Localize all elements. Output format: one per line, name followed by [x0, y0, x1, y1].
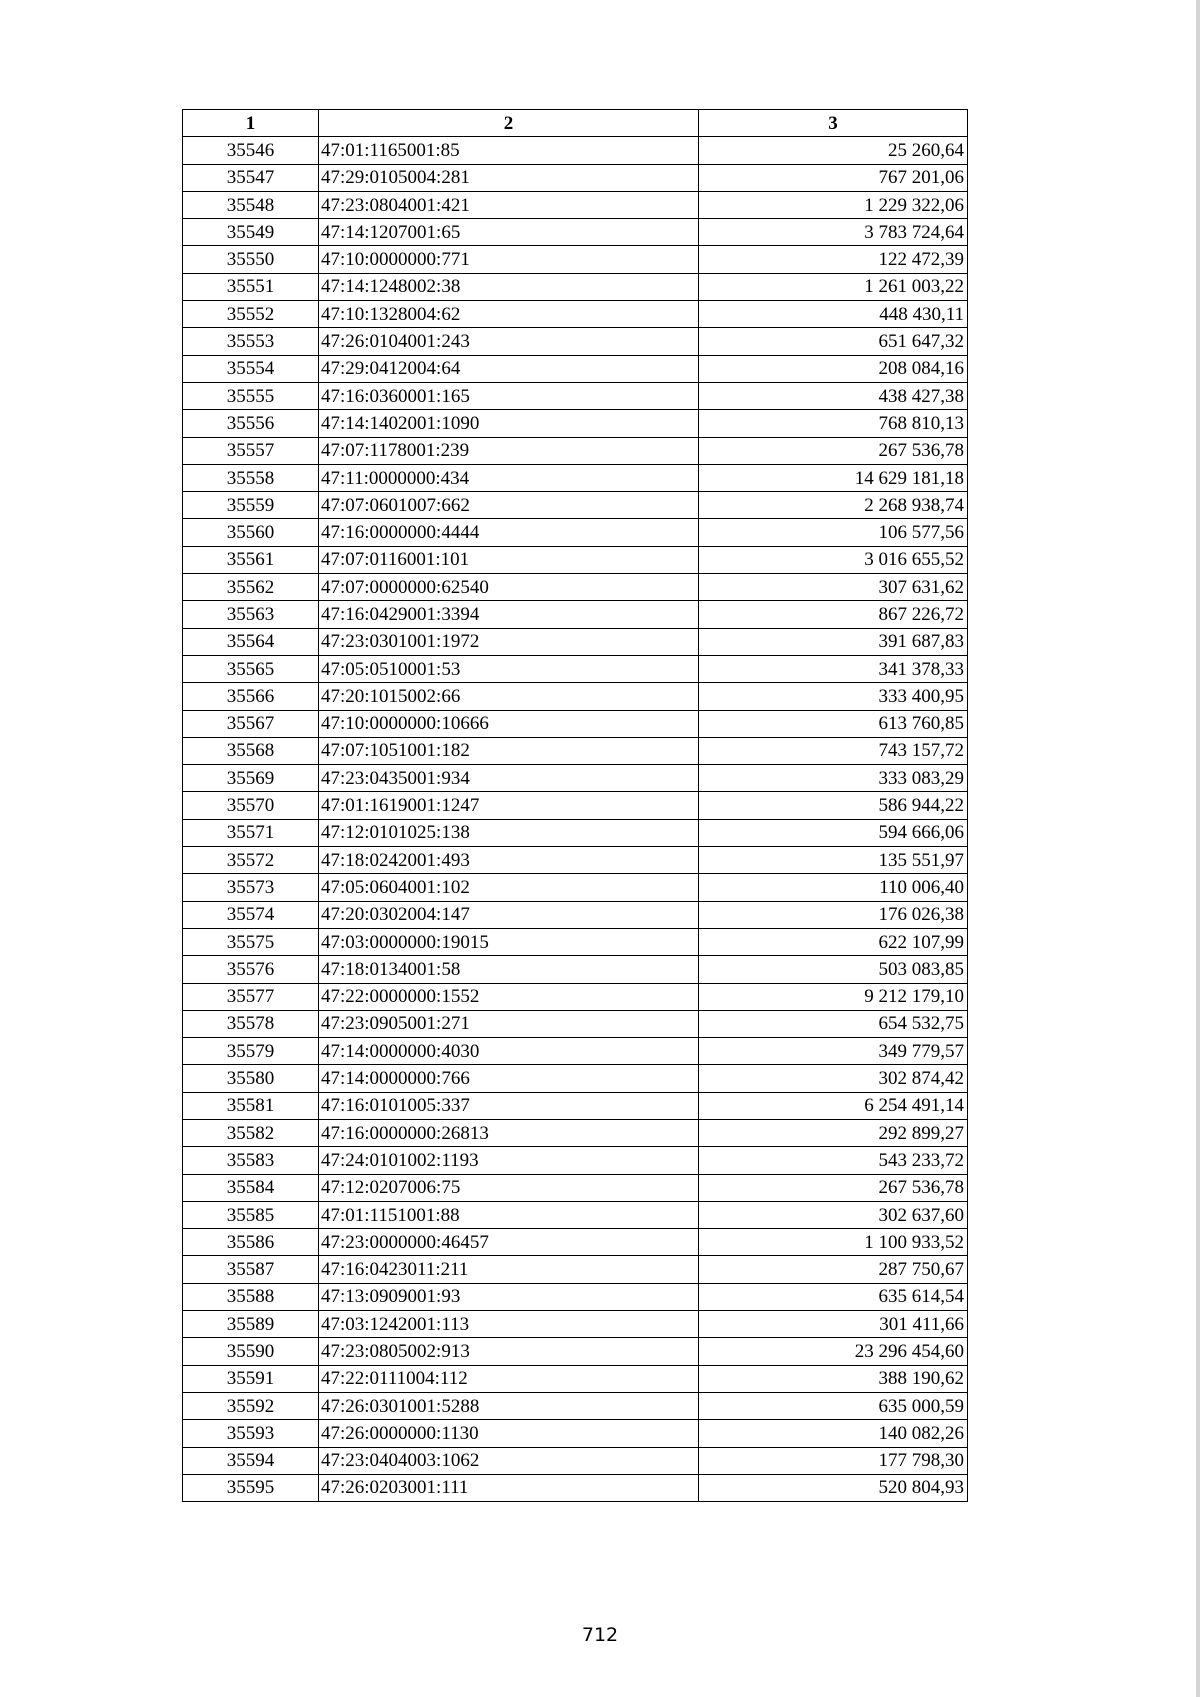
cadastral-number-cell: 47:16:0101005:337 [319, 1092, 699, 1119]
table-row [183, 410, 968, 437]
value-cell: 110 006,40 [699, 874, 968, 901]
row-number-cell: 35546 [183, 137, 319, 164]
row-number-cell: 35551 [183, 273, 319, 300]
cadastral-number-cell: 47:22:0111004:112 [319, 1365, 699, 1392]
cadastral-number-cell: 47:07:1051001:182 [319, 737, 699, 764]
table-row [183, 574, 968, 601]
cadastral-number-cell: 47:26:0104001:243 [319, 328, 699, 355]
cadastral-number-cell: 47:14:0000000:766 [319, 1065, 699, 1092]
value-cell: 333 083,29 [699, 765, 968, 792]
table-row [183, 1147, 968, 1174]
value-cell: 341 378,33 [699, 655, 968, 682]
row-number-cell: 35562 [183, 574, 319, 601]
value-cell: 140 082,26 [699, 1420, 968, 1447]
row-number-cell: 35590 [183, 1338, 319, 1365]
table-row [183, 1201, 968, 1228]
table-row [183, 1174, 968, 1201]
value-cell: 14 629 181,18 [699, 464, 968, 491]
value-cell: 448 430,11 [699, 301, 968, 328]
column-header-1: 1 [183, 110, 319, 137]
table-row [183, 1119, 968, 1146]
table-row [183, 382, 968, 409]
table-row [183, 874, 968, 901]
cadastral-number-cell: 47:03:0000000:19015 [319, 928, 699, 955]
table-row [183, 1092, 968, 1119]
cadastral-number-cell: 47:10:1328004:62 [319, 301, 699, 328]
table-row [183, 628, 968, 655]
cadastral-number-cell: 47:07:0116001:101 [319, 546, 699, 573]
row-number-cell: 35572 [183, 847, 319, 874]
value-cell: 6 254 491,14 [699, 1092, 968, 1119]
row-number-cell: 35549 [183, 219, 319, 246]
row-number-cell: 35586 [183, 1229, 319, 1256]
row-number-cell: 35567 [183, 710, 319, 737]
table-row [183, 546, 968, 573]
table-row [183, 273, 968, 300]
value-cell: 1 100 933,52 [699, 1229, 968, 1256]
table-row [183, 901, 968, 928]
row-number-cell: 35576 [183, 956, 319, 983]
cadastral-number-cell: 47:14:0000000:4030 [319, 1038, 699, 1065]
table-row [183, 1420, 968, 1447]
table-row [183, 137, 968, 164]
value-cell: 635 614,54 [699, 1283, 968, 1310]
cadastral-number-cell: 47:20:1015002:66 [319, 683, 699, 710]
value-cell: 2 268 938,74 [699, 492, 968, 519]
table-row [183, 219, 968, 246]
page-number: 712 [581, 1624, 619, 1646]
value-cell: 208 084,16 [699, 355, 968, 382]
column-header-2: 2 [319, 110, 699, 137]
table-row [183, 956, 968, 983]
table-row [183, 1283, 968, 1310]
value-cell: 106 577,56 [699, 519, 968, 546]
value-cell: 23 296 454,60 [699, 1338, 968, 1365]
value-cell: 301 411,66 [699, 1311, 968, 1338]
table-row [183, 492, 968, 519]
table-row [183, 1392, 968, 1419]
cadastral-number-cell: 47:01:1619001:1247 [319, 792, 699, 819]
cadastral-number-cell: 47:26:0203001:111 [319, 1474, 699, 1501]
value-cell: 651 647,32 [699, 328, 968, 355]
row-number-cell: 35558 [183, 464, 319, 491]
row-number-cell: 35592 [183, 1392, 319, 1419]
cadastral-number-cell: 47:07:0601007:662 [319, 492, 699, 519]
table-row [183, 328, 968, 355]
column-header-3: 3 [699, 110, 968, 137]
cadastral-number-cell: 47:29:0412004:64 [319, 355, 699, 382]
cadastral-number-cell: 47:05:0510001:53 [319, 655, 699, 682]
value-cell: 9 212 179,10 [699, 983, 968, 1010]
row-number-cell: 35594 [183, 1447, 319, 1474]
value-cell: 622 107,99 [699, 928, 968, 955]
row-number-cell: 35581 [183, 1092, 319, 1119]
cadastral-number-cell: 47:11:0000000:434 [319, 464, 699, 491]
row-number-cell: 35547 [183, 164, 319, 191]
value-cell: 768 810,13 [699, 410, 968, 437]
cadastral-number-cell: 47:20:0302004:147 [319, 901, 699, 928]
table-row [183, 737, 968, 764]
table-row [183, 1229, 968, 1256]
row-number-cell: 35583 [183, 1147, 319, 1174]
cadastral-number-cell: 47:23:0804001:421 [319, 191, 699, 218]
cadastral-number-cell: 47:16:0423011:211 [319, 1256, 699, 1283]
cadastral-number-cell: 47:23:0000000:46457 [319, 1229, 699, 1256]
cadastral-number-cell: 47:16:0429001:3394 [319, 601, 699, 628]
value-cell: 613 760,85 [699, 710, 968, 737]
table-row [183, 1365, 968, 1392]
row-number-cell: 35550 [183, 246, 319, 273]
row-number-cell: 35589 [183, 1311, 319, 1338]
cadastral-number-cell: 47:13:0909001:93 [319, 1283, 699, 1310]
row-number-cell: 35571 [183, 819, 319, 846]
value-cell: 503 083,85 [699, 956, 968, 983]
row-number-cell: 35580 [183, 1065, 319, 1092]
cadastral-number-cell: 47:18:0134001:58 [319, 956, 699, 983]
cadastral-number-cell: 47:01:1151001:88 [319, 1201, 699, 1228]
row-number-cell: 35553 [183, 328, 319, 355]
cadastral-number-cell: 47:24:0101002:1193 [319, 1147, 699, 1174]
value-cell: 438 427,38 [699, 382, 968, 409]
table-row [183, 1010, 968, 1037]
row-number-cell: 35595 [183, 1474, 319, 1501]
value-cell: 391 687,83 [699, 628, 968, 655]
cadastral-number-cell: 47:14:1207001:65 [319, 219, 699, 246]
data-table [182, 109, 968, 1502]
cadastral-number-cell: 47:03:1242001:113 [319, 1311, 699, 1338]
row-number-cell: 35573 [183, 874, 319, 901]
table-row [183, 792, 968, 819]
cadastral-number-cell: 47:05:0604001:102 [319, 874, 699, 901]
value-cell: 586 944,22 [699, 792, 968, 819]
table-row [183, 1447, 968, 1474]
value-cell: 594 666,06 [699, 819, 968, 846]
cadastral-number-cell: 47:23:0404003:1062 [319, 1447, 699, 1474]
table-row [183, 1311, 968, 1338]
row-number-cell: 35578 [183, 1010, 319, 1037]
row-number-cell: 35559 [183, 492, 319, 519]
value-cell: 267 536,78 [699, 1174, 968, 1201]
table-row [183, 1474, 968, 1501]
value-cell: 654 532,75 [699, 1010, 968, 1037]
row-number-cell: 35561 [183, 546, 319, 573]
table-row [183, 464, 968, 491]
cadastral-number-cell: 47:22:0000000:1552 [319, 983, 699, 1010]
table-row [183, 683, 968, 710]
row-number-cell: 35591 [183, 1365, 319, 1392]
value-cell: 333 400,95 [699, 683, 968, 710]
cadastral-number-cell: 47:26:0000000:1130 [319, 1420, 699, 1447]
table-row [183, 765, 968, 792]
table-row [183, 1038, 968, 1065]
cadastral-number-cell: 47:18:0242001:493 [319, 847, 699, 874]
value-cell: 177 798,30 [699, 1447, 968, 1474]
row-number-cell: 35577 [183, 983, 319, 1010]
cadastral-number-cell: 47:16:0360001:165 [319, 382, 699, 409]
row-number-cell: 35555 [183, 382, 319, 409]
cadastral-number-cell: 47:10:0000000:10666 [319, 710, 699, 737]
value-cell: 1 229 322,06 [699, 191, 968, 218]
cadastral-number-cell: 47:14:1248002:38 [319, 273, 699, 300]
row-number-cell: 35563 [183, 601, 319, 628]
cadastral-number-cell: 47:26:0301001:5288 [319, 1392, 699, 1419]
value-cell: 767 201,06 [699, 164, 968, 191]
table-row [183, 819, 968, 846]
table-row [183, 983, 968, 1010]
row-number-cell: 35564 [183, 628, 319, 655]
value-cell: 388 190,62 [699, 1365, 968, 1392]
value-cell: 1 261 003,22 [699, 273, 968, 300]
row-number-cell: 35557 [183, 437, 319, 464]
table-row [183, 164, 968, 191]
table-body [183, 137, 968, 1502]
value-cell: 25 260,64 [699, 137, 968, 164]
row-number-cell: 35568 [183, 737, 319, 764]
cadastral-number-cell: 47:29:0105004:281 [319, 164, 699, 191]
cadastral-number-cell: 47:10:0000000:771 [319, 246, 699, 273]
value-cell: 287 750,67 [699, 1256, 968, 1283]
row-number-cell: 35585 [183, 1201, 319, 1228]
table-row [183, 355, 968, 382]
row-number-cell: 35552 [183, 301, 319, 328]
value-cell: 292 899,27 [699, 1119, 968, 1146]
row-number-cell: 35560 [183, 519, 319, 546]
cadastral-number-cell: 47:16:0000000:4444 [319, 519, 699, 546]
value-cell: 122 472,39 [699, 246, 968, 273]
row-number-cell: 35570 [183, 792, 319, 819]
table-row [183, 710, 968, 737]
row-number-cell: 35579 [183, 1038, 319, 1065]
table-row [183, 1065, 968, 1092]
table-row [183, 437, 968, 464]
table-header-row [183, 110, 968, 137]
table-row [183, 519, 968, 546]
value-cell: 867 226,72 [699, 601, 968, 628]
row-number-cell: 35587 [183, 1256, 319, 1283]
value-cell: 302 874,42 [699, 1065, 968, 1092]
table-row [183, 191, 968, 218]
table-row [183, 246, 968, 273]
value-cell: 349 779,57 [699, 1038, 968, 1065]
cadastral-number-cell: 47:07:0000000:62540 [319, 574, 699, 601]
value-cell: 635 000,59 [699, 1392, 968, 1419]
cadastral-number-cell: 47:16:0000000:26813 [319, 1119, 699, 1146]
cadastral-number-cell: 47:23:0805002:913 [319, 1338, 699, 1365]
page-edge-shadow [1196, 0, 1200, 1697]
table-row [183, 1256, 968, 1283]
table-row [183, 1338, 968, 1365]
value-cell: 302 637,60 [699, 1201, 968, 1228]
value-cell: 520 804,93 [699, 1474, 968, 1501]
row-number-cell: 35566 [183, 683, 319, 710]
table-row [183, 301, 968, 328]
row-number-cell: 35582 [183, 1119, 319, 1146]
row-number-cell: 35593 [183, 1420, 319, 1447]
table-row [183, 601, 968, 628]
cadastral-number-cell: 47:01:1165001:85 [319, 137, 699, 164]
value-cell: 176 026,38 [699, 901, 968, 928]
value-cell: 3 016 655,52 [699, 546, 968, 573]
cadastral-number-cell: 47:07:1178001:239 [319, 437, 699, 464]
cadastral-number-cell: 47:12:0101025:138 [319, 819, 699, 846]
cadastral-number-cell: 47:23:0301001:1972 [319, 628, 699, 655]
table-row [183, 847, 968, 874]
row-number-cell: 35565 [183, 655, 319, 682]
row-number-cell: 35556 [183, 410, 319, 437]
row-number-cell: 35588 [183, 1283, 319, 1310]
cadastral-number-cell: 47:23:0905001:271 [319, 1010, 699, 1037]
row-number-cell: 35584 [183, 1174, 319, 1201]
value-cell: 307 631,62 [699, 574, 968, 601]
value-cell: 743 157,72 [699, 737, 968, 764]
row-number-cell: 35569 [183, 765, 319, 792]
value-cell: 543 233,72 [699, 1147, 968, 1174]
cadastral-number-cell: 47:14:1402001:1090 [319, 410, 699, 437]
cadastral-number-cell: 47:12:0207006:75 [319, 1174, 699, 1201]
cadastral-number-cell: 47:23:0435001:934 [319, 765, 699, 792]
value-cell: 135 551,97 [699, 847, 968, 874]
value-cell: 3 783 724,64 [699, 219, 968, 246]
row-number-cell: 35548 [183, 191, 319, 218]
table-row [183, 655, 968, 682]
value-cell: 267 536,78 [699, 437, 968, 464]
row-number-cell: 35574 [183, 901, 319, 928]
row-number-cell: 35554 [183, 355, 319, 382]
table-row [183, 928, 968, 955]
row-number-cell: 35575 [183, 928, 319, 955]
